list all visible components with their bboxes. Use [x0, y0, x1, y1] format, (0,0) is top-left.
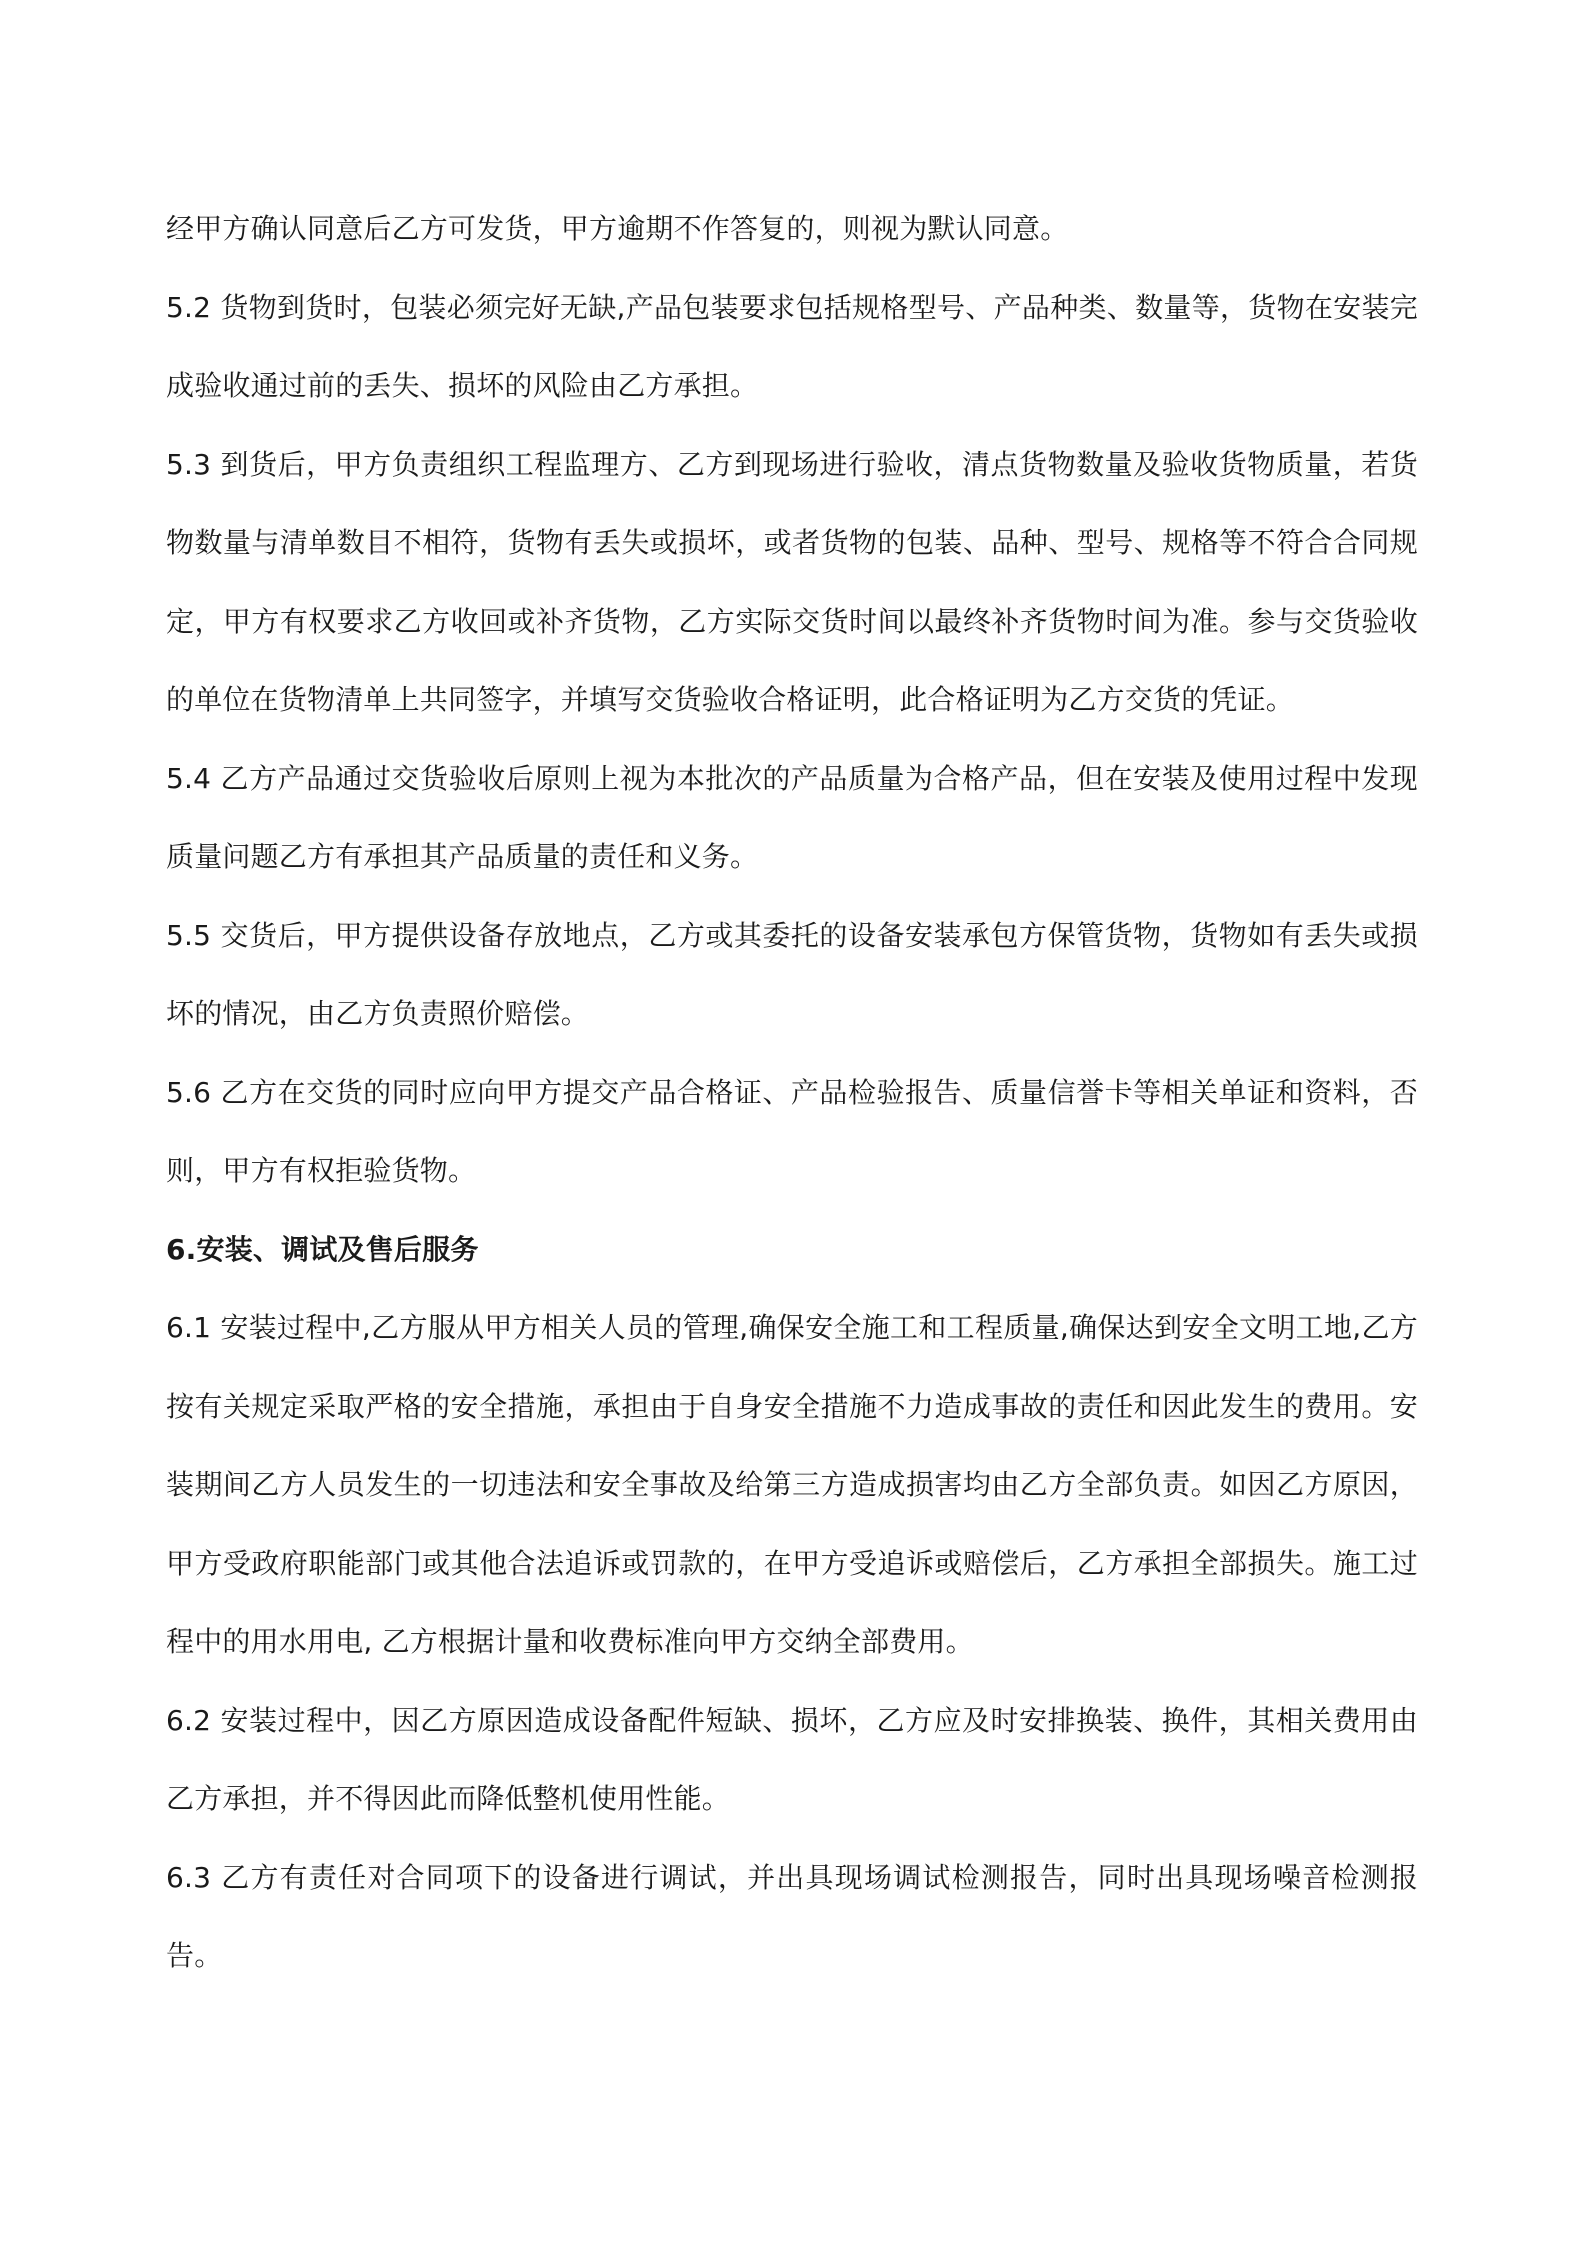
- paragraph-5-4: 5.4 乙方产品通过交货验收后原则上视为本批次的产品质量为合格产品，但在安装及使用过程中发现质量问题乙方有承担其产品质量的责任和义务。: [166, 761, 1418, 873]
- paragraph-delivery-approval: 经甲方确认同意后乙方可发货，甲方逾期不作答复的，则视为默认同意。: [166, 212, 1069, 245]
- document-body: [166, 190, 1418, 1996]
- paragraph-5-6: 5.6 乙方在交货的同时应向甲方提交产品合格证、产品检验报告、质量信誉卡等相关单证和资料，否则，甲方有权拒验货物。: [166, 1075, 1418, 1187]
- paragraph-6-3: 6.3 乙方有责任对合同项下的设备进行调试，并出具现场调试检测报告，同时出具现场噪音检测报告。: [166, 1860, 1418, 1972]
- paragraph-6-2: 6.2 安装过程中，因乙方原因造成设备配件短缺、损坏，乙方应及时安排换装、换件，其相关费用由乙方承担，并不得因此而降低整机使用性能。: [166, 1703, 1418, 1815]
- paragraph-6-1: 6.1 安装过程中,乙方服从甲方相关人员的管理,确保安全施工和工程质量,确保达到安全文明工地,乙方按有关规定采取严格的安全措施，承担由于自身安全措施不力造成事故的责任和因此发生的费用。安装期间乙方人员发生的一切违法和安全事故及给第三方造成损害均由乙方全部负责。如因乙方原因，甲方受政府职能部门或其他合法追诉或罚款的，在甲方受追诉或赔偿后，乙方承担全部损失。施工过程中的用水用电, 乙方根据计量和收费标准向甲方交纳全部费用。: [166, 1311, 1418, 1658]
- paragraph-5-3: 5.3 到货后，甲方负责组织工程监理方、乙方到现场进行验收，清点货物数量及验收货物质量，若货物数量与清单数目不相符，货物有丢失或损坏，或者货物的包装、品种、型号、规格等不符合合同规定，甲方有权要求乙方收回或补齐货物，乙方实际交货时间以最终补齐货物时间为准。参与交货验收的单位在货物清单上共同签字，并填写交货验收合格证明，此合格证明为乙方交货的凭证。: [166, 447, 1418, 716]
- paragraph-5-2: 5.2 货物到货时，包装必须完好无缺,产品包装要求包括规格型号、产品种类、数量等，货物在安装完成验收通过前的丢失、损坏的风险由乙方承担。: [166, 290, 1418, 402]
- section-6-heading: 6.安装、调试及售后服务: [166, 1232, 479, 1266]
- paragraph-5-5: 5.5 交货后，甲方提供设备存放地点，乙方或其委托的设备安装承包方保管货物，货物如有丢失或损坏的情况，由乙方负责照价赔偿。: [166, 918, 1418, 1030]
